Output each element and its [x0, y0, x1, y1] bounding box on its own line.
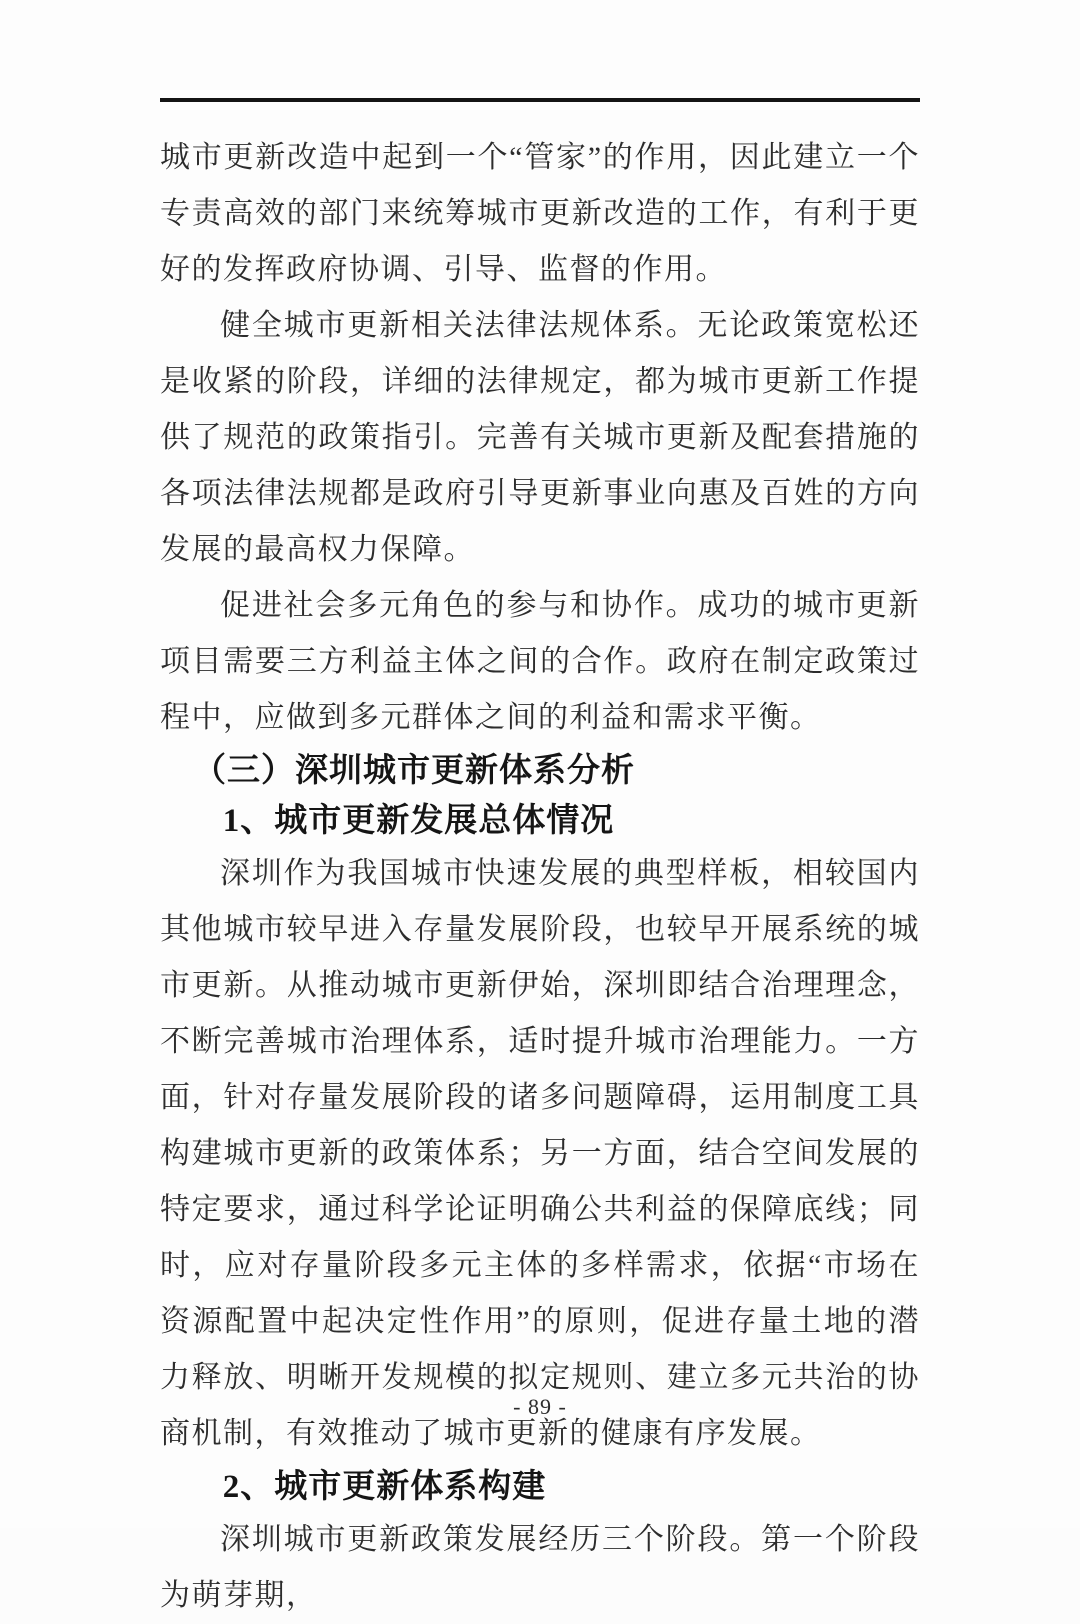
subsection-heading: 2、城市更新体系构建	[222, 1469, 547, 1505]
paragraph: 促进社会多元角色的参与和协作。成功的城市更新项目需要三方利益主体之间的合作。政府在制定政策过程中，应做到多元群体之间的利益和需求平衡。	[160, 589, 920, 734]
header-rule	[160, 98, 920, 102]
paragraph: 健全城市更新相关法律法规体系。无论政策宽松还是收紧的阶段，详细的法律规定，都为城市更新工作提供了规范的政策指引。完善有关城市更新及配套措施的各项法律法规都是政府引导更新事业向惠及百姓的方向发展的最高权力保障。	[160, 309, 920, 566]
paragraph: 城市更新改造中起到一个“管家”的作用，因此建立一个专责高效的部门来统筹城市更新改造的工作，有利于更好的发挥政府协调、引导、监督的作用。	[160, 141, 920, 286]
paragraph: 深圳城市更新政策发展经历三个阶段。第一个阶段为萌芽期，	[160, 1523, 920, 1612]
section-heading: （三）深圳城市更新体系分析	[193, 753, 635, 789]
page-number: - 89 -	[513, 1394, 567, 1419]
paragraph: 深圳作为我国城市快速发展的典型样板，相较国内其他城市较早进入存量发展阶段，也较早开展系统的城市更新。从推动城市更新伊始，深圳即结合治理理念，不断完善城市治理体系，适时提升城市治理能力。一方面，针对存量发展阶段的诸多问题障碍，运用制度工具构建城市更新的政策体系；另一方面，结合空间发展的特定要求，通过科学论证明确公共利益的保障底线；同时，应对存量阶段多元主体的多样需求，依据“市场在资源配置中起决定性作用”的原则，促进存量土地的潜力释放、明晰开发规模的拟定规则、建立多元共治的协商机制，有效推动了城市更新的健康有序发展。	[160, 857, 920, 1450]
subsection-heading: 1、城市更新发展总体情况	[222, 803, 615, 839]
